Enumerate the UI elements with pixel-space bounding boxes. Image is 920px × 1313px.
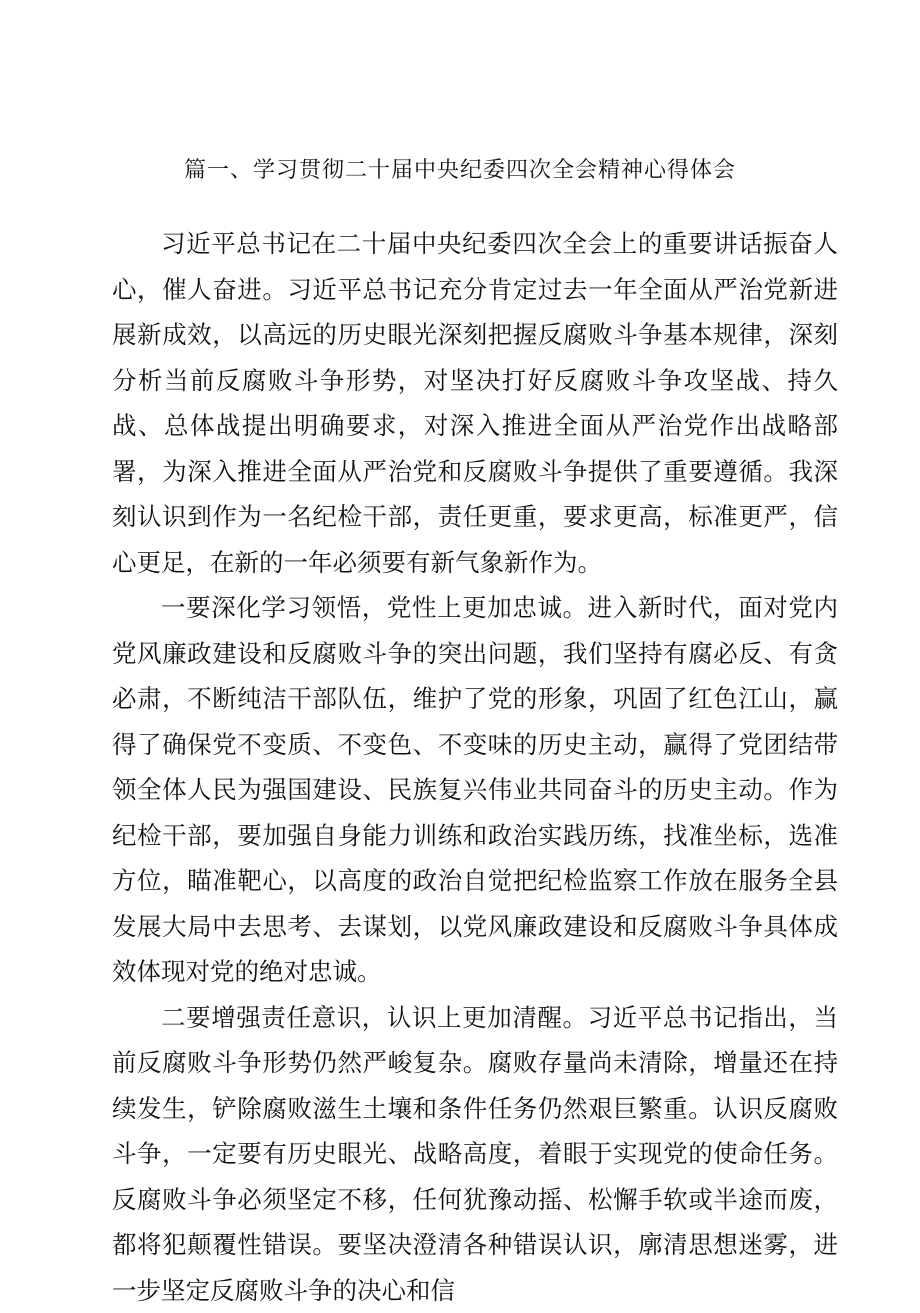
paragraph-point-one: 一要深化学习领悟，党性上更加忠诚。进入新时代，面对党内党风廉政建设和反腐败斗争的突出问题，我们坚持有腐必反、有贪必肃，不断纯洁干部队伍，维护了党的形象，巩固了红色江山，赢得了确保党不变质、不变色、不变味的历史主动，赢得了党团结带领全体人民为强国建设、民族复兴伟业共同奋斗的历史主动。作为纪检干部，要加强自身能力训练和政治实践历练，找准坐标，选准方位，瞄准靶心，以高度的政治自觉把纪检监察工作放在服务全县发展大局中去思考、去谋划，以党风廉政建设和反腐败斗争具体成效体现对党的绝对忠诚。 <box>112 585 838 995</box>
document-body <box>112 221 838 1313</box>
document-title: 篇一、学习贯彻二十届中央纪委四次全会精神心得体会 <box>0 154 920 188</box>
paragraph-point-two: 二要增强责任意识，认识上更加清醒。习近平总书记指出，当前反腐败斗争形势仍然严峻复杂。腐败存量尚未清除，增量还在持续发生，铲除腐败滋生土壤和条件任务仍然艰巨繁重。认识反腐败斗争，一定要有历史眼光、战略高度，着眼于实现党的使命任务。反腐败斗争必须坚定不移，任何犹豫动摇、松懈手软或半途而废，都将犯颠覆性错误。要坚决澄清各种错误认识，廓清思想迷雾，进一步坚定反腐败斗争的决心和信 <box>112 995 838 1313</box>
paragraph-intro: 习近平总书记在二十届中央纪委四次全会上的重要讲话振奋人心，催人奋进。习近平总书记充分肯定过去一年全面从严治党新进展新成效，以高远的历史眼光深刻把握反腐败斗争基本规律，深刻分析当前反腐败斗争形势，对坚决打好反腐败斗争攻坚战、持久战、总体战提出明确要求，对深入推进全面从严治党作出战略部署，为深入推进全面从严治党和反腐败斗争提供了重要遵循。我深刻认识到作为一名纪检干部，责任更重，要求更高，标准更严，信心更足，在新的一年必须要有新气象新作为。 <box>112 221 838 585</box>
